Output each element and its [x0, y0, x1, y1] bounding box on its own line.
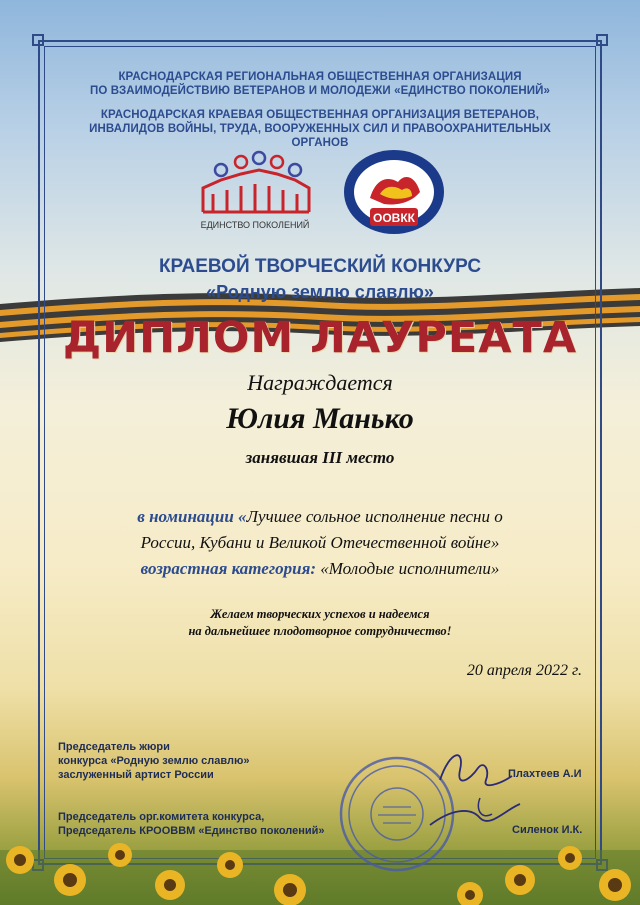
nomination-block: [70, 504, 570, 582]
jury-chair-line1: Председатель жюри: [58, 741, 170, 753]
nomination-text1: Лучшее сольное исполнение песни о: [246, 507, 503, 526]
awarded-label: Награждается: [247, 370, 393, 395]
org-chair-line2: Председатель КРООВВМ «Единство поколений»: [58, 825, 325, 837]
org2-header: [60, 108, 580, 150]
wish-line2: на дальнейшее плодотворное сотрудничество!: [188, 624, 452, 638]
org1-line2: ПО ВЗАИМОДЕЙСТВИЮ ВЕТЕРАНОВ И МОЛОДЕЖИ «ЕДИНСТВО ПОКОЛЕНИЙ»: [90, 85, 550, 97]
org1-header: [60, 70, 580, 98]
diploma-title: ДИПЛОМ ЛАУРЕАТА: [62, 313, 578, 363]
wish-block: [60, 606, 580, 640]
age-category-line: [70, 556, 570, 582]
handwritten-signature-icon: [420, 740, 530, 840]
org2-line2: ИНВАЛИДОВ ВОЙНЫ, ТРУДА, ВООРУЖЕННЫХ СИЛ И ПРАВООХРАНИТЕЛЬНЫХ ОРГАНОВ: [89, 123, 551, 149]
org1-line1: КРАСНОДАРСКАЯ РЕГИОНАЛЬНАЯ ОБЩЕСТВЕННАЯ ОРГАНИЗАЦИЯ: [118, 71, 522, 83]
org-chair-block: [58, 810, 325, 838]
age-category-value: «Молодые исполнители»: [320, 559, 500, 578]
contest-title: КРАЕВОЙ ТВОРЧЕСКИЙ КОНКУРС: [158, 256, 482, 277]
org2-line1: КРАСНОДАРСКАЯ КРАЕВАЯ ОБЩЕСТВЕННАЯ ОРГАНИЗАЦИЯ ВЕТЕРАНОВ,: [100, 109, 540, 121]
place-text: занявшая III место: [245, 448, 395, 467]
jury-chair-name: Плахтеев А.И: [508, 768, 582, 780]
nomination-label: в номинации «: [137, 507, 247, 526]
oovkk-label: ООВКК: [373, 211, 415, 225]
frame-corner: [596, 34, 608, 46]
contest-name: «Родную землю славлю»: [206, 282, 434, 302]
jury-chair-line2: конкурса «Родную землю славлю»: [58, 755, 250, 767]
org-chair-name: Силенок И.К.: [512, 824, 583, 836]
wish-line1: Желаем творческих успехов и надеемся: [210, 607, 430, 621]
nomination-line1: [70, 504, 570, 530]
laureate-name: Юлия Манько: [226, 402, 414, 435]
org-chair-line1: Председатель орг.комитета конкурса,: [58, 811, 265, 823]
age-category-label: возрастная категория:: [140, 559, 317, 578]
frame-corner: [32, 34, 44, 46]
jury-chair-line3: заслуженный артист России: [58, 769, 214, 781]
unity-logo-caption: ЕДИНСТВО ПОКОЛЕНИЙ: [200, 220, 310, 230]
nomination-line2: России, Кубани и Великой Отечественной войне»: [140, 533, 500, 552]
issue-date: 20 апреля 2022 г.: [466, 662, 582, 679]
jury-chair-block: [58, 740, 250, 782]
